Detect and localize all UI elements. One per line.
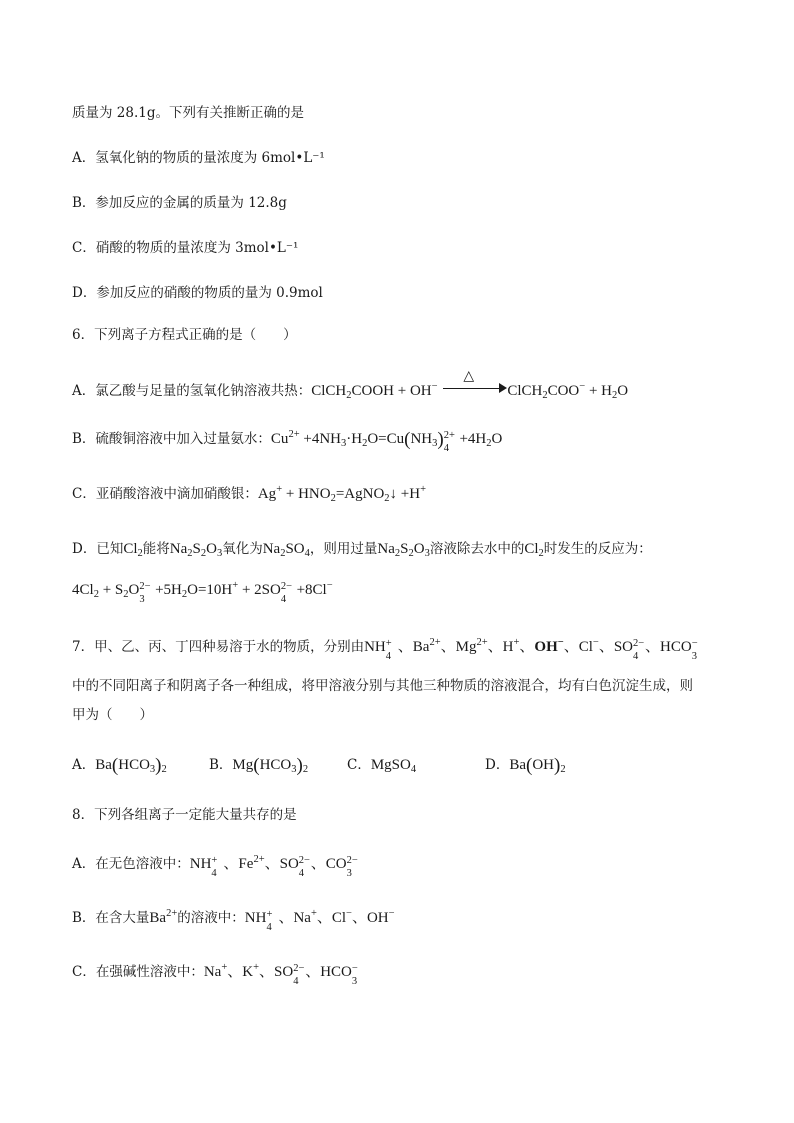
- option-d-label-1: D．已知: [72, 541, 124, 557]
- question-7-option-c: C．MgSO$_4$: [347, 757, 417, 775]
- question-6-option-d: D．已知$Cl_2$能将$Na_2S_2O_3$氧化为$Na_2SO_4$，则用过量$Na_2S_2O_3$溶液除去水中的$Cl_2$时发生的反应为：: [72, 541, 652, 559]
- option-c-label: C．在强碱性溶液中：: [72, 964, 204, 980]
- question-8-option-c: C．在强碱性溶液中：Na+、K+、SO 2− 4 、HCO − 3: [72, 962, 358, 987]
- option-c-label: C．亚硝酸溶液中滴加硝酸银：: [72, 486, 258, 502]
- question-8-option-a: A．在无色溶液中：NH + 4 、$Fe^{2+}$、SO 2− 4 、CO 2− 3: [72, 854, 358, 879]
- question-6-option-c: [72, 484, 426, 504]
- question-8-stem: 8．下列各组离子一定能大量共存的是: [72, 807, 297, 823]
- option-b-label-2: 的溶液中：: [177, 910, 245, 926]
- question-6-stem: 6．下列离子方程式正确的是（ ）: [72, 327, 297, 343]
- equation-a: ClCH$_2$COOH + OH− △ ClCH$_2$COO− + $H_2O$: [311, 369, 629, 401]
- option-d-label-5: 溶液除去水中的: [429, 541, 525, 557]
- question-6-option-b: [72, 429, 503, 454]
- question-7-option-b: B．$Mg(HCO_3)_2$: [209, 755, 309, 776]
- question-5-option-c: C．硝酸的物质的量浓度为 3mol•L⁻¹: [72, 240, 299, 256]
- question-7-options: [72, 755, 566, 776]
- question-8-option-b: B．在含大量$Ba^{2+}$的溶液中：NH + 4 、Na+、Cl−、OH−: [72, 908, 395, 933]
- option-a-label: A．氯乙酸与足量的氢氧化钠溶液共热：: [72, 383, 312, 399]
- option-d-label-3: 氧化为: [222, 541, 263, 557]
- question-6-option-a: [72, 369, 629, 401]
- equation-b: $Cu^{2+} +4NH_3\cdot H_2O=Cu(NH_3)$ 2+ 4 $+4H_2O$: [270, 429, 503, 454]
- option-b-label: B．硫酸铜溶液中加入过量氨水：: [72, 431, 271, 447]
- option-d-label-6: 时发生的反应为：: [543, 541, 652, 557]
- equation-c: $Ag^+ + HNO_2=AgNO_2↓ +H^+$: [257, 484, 427, 504]
- question-5-option-a: A．氢氧化钠的物质的量浓度为 6mol•L⁻¹: [72, 150, 325, 166]
- option-a-label: A．在无色溶液中：: [72, 856, 190, 872]
- question-7-option-a: A．$Ba(HCO_3)_2$: [72, 755, 167, 776]
- option-b-label-1: B．在含大量: [72, 910, 150, 926]
- question-5-option-d: D．参加反应的硝酸的物质的量为 0.9mol: [72, 285, 323, 301]
- question-5-stem-tail: 质量为 28.1g。下列有关推断正确的是: [72, 105, 304, 121]
- heat-condition: △: [463, 369, 475, 384]
- question-7-stem-line-2: 中的不同阳离子和阴离子各一种组成，将甲溶液分别与其他三种物质的溶液混合，均有白色沉淀生成，则: [72, 678, 693, 694]
- question-7-stem-line-3: 甲为（ ）: [72, 707, 153, 723]
- question-5-option-b: B．参加反应的金属的质量为 12.8g: [72, 195, 287, 211]
- question-6-option-d-equation: $4Cl_2 + S_2O$ 2− 3 $+5H_2O=10H^+ + 2SO$ 2− 4 +8Cl−: [72, 580, 333, 605]
- heat-arrow-icon: [441, 369, 507, 397]
- question-7-stem-line-1: 7．甲、乙、丙、丁四种易溶于水的物质，分别由NH + 4 、$Ba^{2+}$、$Mg^{2+}$、H+、OH−、Cl−、SO 2− 4 、HCO − 3: [72, 637, 698, 662]
- option-d-label-2: 能将: [142, 541, 170, 557]
- question-7-stem-1: 7．甲、乙、丙、丁四种易溶于水的物质，分别由: [72, 639, 365, 655]
- option-d-label-4: ，则用过量: [309, 541, 378, 557]
- question-7-option-d: D．$Ba(OH)_2$: [485, 755, 566, 776]
